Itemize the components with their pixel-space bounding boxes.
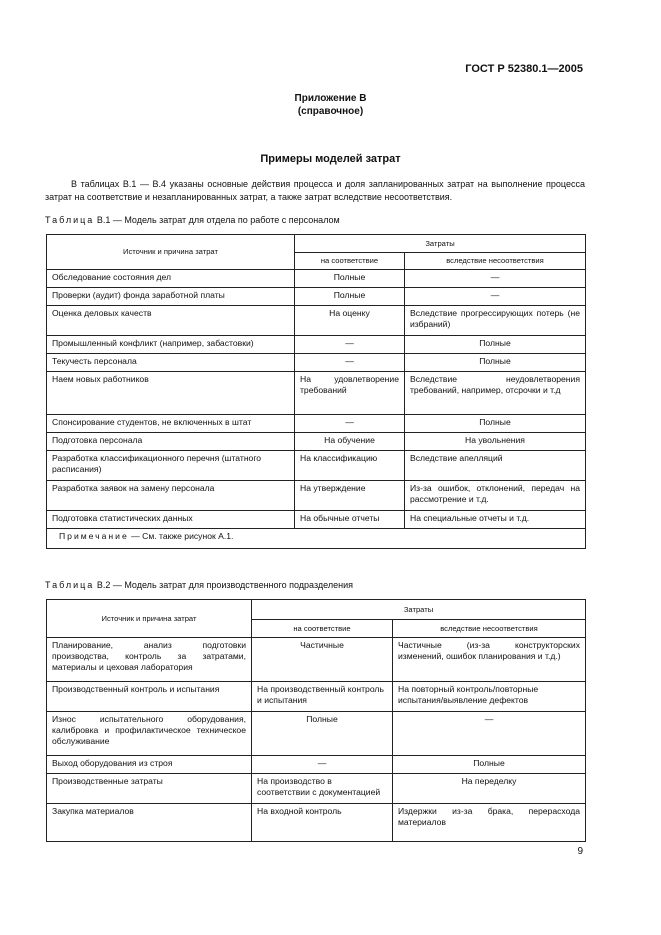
row-nonconform: На увольнения: [405, 433, 586, 451]
row-nonconform: На специальные отчеты и т.д.: [405, 511, 586, 529]
row-source: Подготовка статистических данных: [47, 511, 295, 529]
row-nonconform: Вследствие апелляций: [405, 451, 586, 481]
table-row: [47, 451, 586, 481]
row-nonconform: Полные: [405, 336, 586, 354]
row-nonconform: —: [393, 712, 586, 756]
note-label: Примечание: [59, 531, 129, 541]
row-conform: На обучение: [295, 433, 405, 451]
table2-caption-text: В.2 — Модель затрат для производственного подразделения: [96, 580, 353, 590]
row-nonconform: На переделку: [393, 774, 586, 804]
intro-paragraph: В таблицах В.1 — В.4 указаны основные действия процесса и доля запланированных затрат на выполнение процесса затрат на соответствие и незапланированных затрат, а также затрат вследствие несоответствия.: [45, 179, 585, 202]
table-row: [47, 306, 586, 336]
row-source: Разработка классификационного перечня (штатного расписания): [47, 451, 295, 481]
table-row: [47, 682, 586, 712]
row-source: Износ испытательного оборудования, калибровка и профилактическое техническое обслуживание: [47, 712, 252, 756]
row-source: Выход оборудования из строя: [47, 756, 252, 774]
table-row: [47, 288, 586, 306]
table-row: [47, 415, 586, 433]
row-conform: Полные: [295, 288, 405, 306]
row-source: Подготовка персонала: [47, 433, 295, 451]
table-row: [47, 372, 586, 415]
row-conform: На обычные отчеты: [295, 511, 405, 529]
row-conform: Частичные: [252, 638, 393, 682]
table-row: [47, 712, 586, 756]
row-conform: Полные: [295, 270, 405, 288]
table1-header-conform: на соответствие: [295, 253, 405, 270]
row-conform: На производство в соответствии с документацией: [252, 774, 393, 804]
row-conform: На производственный контроль и испытания: [252, 682, 393, 712]
table-row: [47, 774, 586, 804]
table-row: [47, 756, 586, 774]
row-nonconform: Полные: [405, 415, 586, 433]
row-nonconform: Из-за ошибок, отклонений, передач на рассмотрение и т.д.: [405, 481, 586, 511]
row-source: Спонсирование студентов, не включенных в штат: [47, 415, 295, 433]
table1-caption: [45, 215, 340, 225]
row-source: Разработка заявок на замену персонала: [47, 481, 295, 511]
table-row: [47, 354, 586, 372]
row-source: Производственные затраты: [47, 774, 252, 804]
row-nonconform: На повторный контроль/повторные испытания/выявление дефектов: [393, 682, 586, 712]
appendix-title: Приложение В: [294, 93, 367, 104]
table-row: [47, 270, 586, 288]
row-conform: —: [295, 354, 405, 372]
note-text: — См. также рисунок А.1.: [128, 531, 234, 541]
row-source: Наем новых работников: [47, 372, 295, 415]
row-conform: —: [252, 756, 393, 774]
row-source: Промышленный конфликт (например, забастовки): [47, 336, 295, 354]
table1-caption-text: В.1 — Модель затрат для отдела по работе с персоналом: [96, 215, 340, 225]
appendix-heading: [0, 92, 661, 118]
row-source: Оценка деловых качеств: [47, 306, 295, 336]
table1-header-costs: Затраты: [295, 235, 586, 253]
row-source: Обследование состояния дел: [47, 270, 295, 288]
table1-note: [47, 529, 586, 549]
table2-caption: [45, 580, 353, 590]
table1-header-nonconform: вследствие несоответствия: [405, 253, 586, 270]
table2-header-source: Источник и причина затрат: [47, 600, 252, 638]
row-conform: Полные: [252, 712, 393, 756]
row-conform: —: [295, 415, 405, 433]
table-row: [47, 336, 586, 354]
table2-header-costs: Затраты: [252, 600, 586, 620]
table2-header-conform: на соответствие: [252, 620, 393, 638]
table-row: [47, 804, 586, 842]
row-nonconform: Полные: [393, 756, 586, 774]
table-row: [47, 511, 586, 529]
row-conform: На входной контроль: [252, 804, 393, 842]
table1: [46, 234, 586, 549]
row-nonconform: —: [405, 270, 586, 288]
row-conform: На оценку: [295, 306, 405, 336]
row-nonconform: Издержки из-за брака, перерасхода материалов: [393, 804, 586, 842]
row-nonconform: Частичные (из-за конструкторских изменений, ошибок планирования и т.д.): [393, 638, 586, 682]
table1-header-source: Источник и причина затрат: [47, 235, 295, 270]
table-row: [47, 638, 586, 682]
page-number: 9: [577, 846, 583, 857]
table2-caption-label: Таблица: [45, 580, 95, 590]
row-nonconform: Вследствие прогрессирующих потерь (не избраний): [405, 306, 586, 336]
section-title: Примеры моделей затрат: [260, 153, 401, 165]
table1-note-row: [47, 529, 586, 549]
row-source: Планирование, анализ подготовки производства, контроль за затратами, материалы и цеховая лаборатория: [47, 638, 252, 682]
row-conform: На удовлетворение требований: [295, 372, 405, 415]
table-row: [47, 481, 586, 511]
row-conform: На классификацию: [295, 451, 405, 481]
standard-number: ГОСТ Р 52380.1—2005: [465, 63, 583, 75]
row-conform: На утверждение: [295, 481, 405, 511]
table-row: [47, 433, 586, 451]
table1-caption-label: Таблица: [45, 215, 95, 225]
row-conform: —: [295, 336, 405, 354]
table2: [46, 599, 586, 842]
row-nonconform: Полные: [405, 354, 586, 372]
row-source: Закупка материалов: [47, 804, 252, 842]
row-source: Текучесть персонала: [47, 354, 295, 372]
row-source: Производственный контроль и испытания: [47, 682, 252, 712]
row-nonconform: —: [405, 288, 586, 306]
row-source: Проверки (аудит) фонда заработной платы: [47, 288, 295, 306]
row-nonconform: Вследствие неудовлетворения требований, например, отсрочки и т.д: [405, 372, 586, 415]
appendix-subtitle: (справочное): [297, 106, 364, 117]
table2-header-nonconform: вследствие несоответствия: [393, 620, 586, 638]
